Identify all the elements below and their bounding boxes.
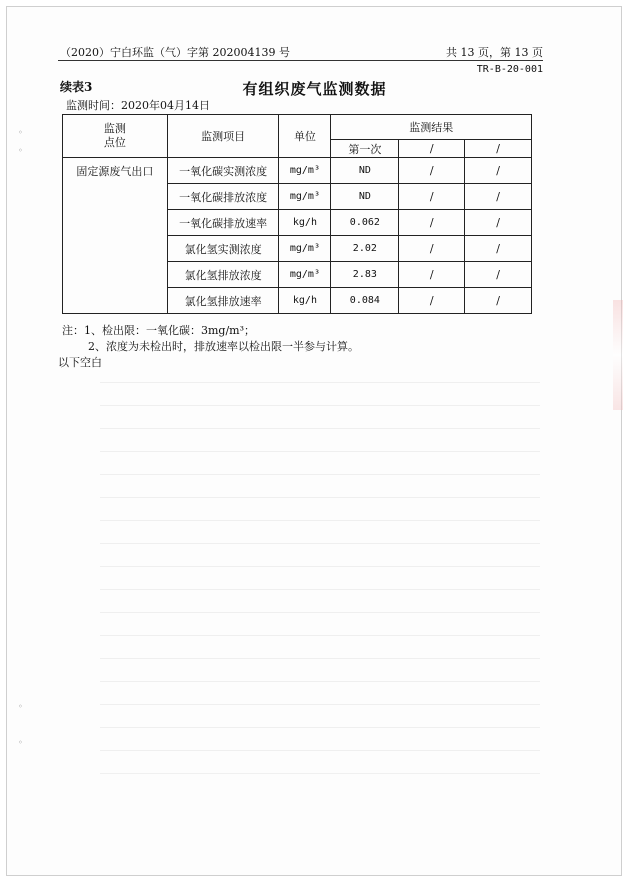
binding-mark-icon: ◦	[18, 738, 23, 747]
bleed-line	[100, 475, 540, 498]
page-info: 共 13 页，第 13 页	[446, 46, 543, 59]
table-label: 续表3	[60, 80, 93, 94]
table-row	[63, 158, 532, 184]
row-value-2: /	[399, 184, 465, 210]
bleed-line	[100, 613, 540, 636]
subheader-first: 第一次	[331, 140, 399, 158]
bleed-line	[100, 659, 540, 682]
row-value-2: /	[399, 262, 465, 288]
row-value-2: /	[399, 210, 465, 236]
row-value-1: 0.084	[331, 288, 399, 314]
row-unit: mg/m³	[279, 236, 331, 262]
monitoring-point: 固定源废气出口	[63, 158, 168, 314]
document-number: （2020）宁白环监（气）字第 202004139 号	[60, 46, 290, 59]
bleed-line	[100, 521, 540, 544]
header-point	[63, 115, 168, 158]
header-rule	[58, 60, 543, 61]
row-item: 氯化氢排放速率	[167, 288, 279, 314]
bleed-line	[100, 728, 540, 751]
row-value-1: 2.83	[331, 262, 399, 288]
end-marker: 以下空白	[58, 356, 102, 369]
row-item: 一氧化碳排放浓度	[167, 184, 279, 210]
row-value-3: /	[465, 262, 532, 288]
row-item: 氯化氢实测浓度	[167, 236, 279, 262]
header-point-line2: 点位	[103, 136, 126, 149]
header-point-line1: 监测	[103, 122, 126, 135]
row-item: 一氧化碳实测浓度	[167, 158, 279, 184]
row-value-1: 2.02	[331, 236, 399, 262]
bleed-line	[100, 590, 540, 613]
row-value-3: /	[465, 210, 532, 236]
binding-mark-icon: ◦	[18, 146, 23, 155]
bleed-line	[100, 406, 540, 429]
bleed-line	[100, 567, 540, 590]
binding-mark-icon: ◦	[18, 702, 23, 711]
bleed-line	[100, 452, 540, 475]
row-item: 一氧化碳排放速率	[167, 210, 279, 236]
monitoring-table	[62, 114, 532, 314]
row-value-3: /	[465, 236, 532, 262]
row-value-2: /	[399, 288, 465, 314]
row-unit: mg/m³	[279, 158, 331, 184]
seal-edge-mark	[613, 300, 623, 410]
binding-mark-icon: ◦	[18, 128, 23, 137]
form-code: TR-B-20-001	[476, 64, 543, 75]
page-title: 有组织废气监测数据	[242, 80, 387, 98]
bleed-line	[100, 498, 540, 521]
bleed-through-lines	[100, 360, 540, 774]
subheader-third: /	[465, 140, 532, 158]
row-value-3: /	[465, 184, 532, 210]
row-unit: mg/m³	[279, 184, 331, 210]
bleed-line	[100, 383, 540, 406]
bleed-line	[100, 751, 540, 774]
header-result: 监测结果	[331, 115, 532, 140]
row-unit: kg/h	[279, 288, 331, 314]
row-item: 氯化氢排放浓度	[167, 262, 279, 288]
header-unit: 单位	[279, 115, 331, 158]
subheader-second: /	[399, 140, 465, 158]
table-header-row	[63, 115, 532, 140]
row-value-3: /	[465, 288, 532, 314]
row-unit: kg/h	[279, 210, 331, 236]
row-value-1: 0.062	[331, 210, 399, 236]
row-unit: mg/m³	[279, 262, 331, 288]
row-value-1: ND	[331, 184, 399, 210]
row-value-2: /	[399, 158, 465, 184]
row-value-2: /	[399, 236, 465, 262]
row-value-3: /	[465, 158, 532, 184]
note-line-1: 注：1、检出限：一氧化碳：3mg/m³；	[62, 324, 256, 337]
row-value-1: ND	[331, 158, 399, 184]
bleed-line	[100, 705, 540, 728]
bleed-line	[100, 636, 540, 659]
bleed-line	[100, 544, 540, 567]
monitor-time: 监测时间：2020年04月14日	[66, 99, 210, 112]
note-line-2: 2、浓度为未检出时，排放速率以检出限一半参与计算。	[88, 340, 359, 353]
bleed-line	[100, 360, 540, 383]
bleed-line	[100, 682, 540, 705]
header-item: 监测项目	[167, 115, 279, 158]
bleed-line	[100, 429, 540, 452]
